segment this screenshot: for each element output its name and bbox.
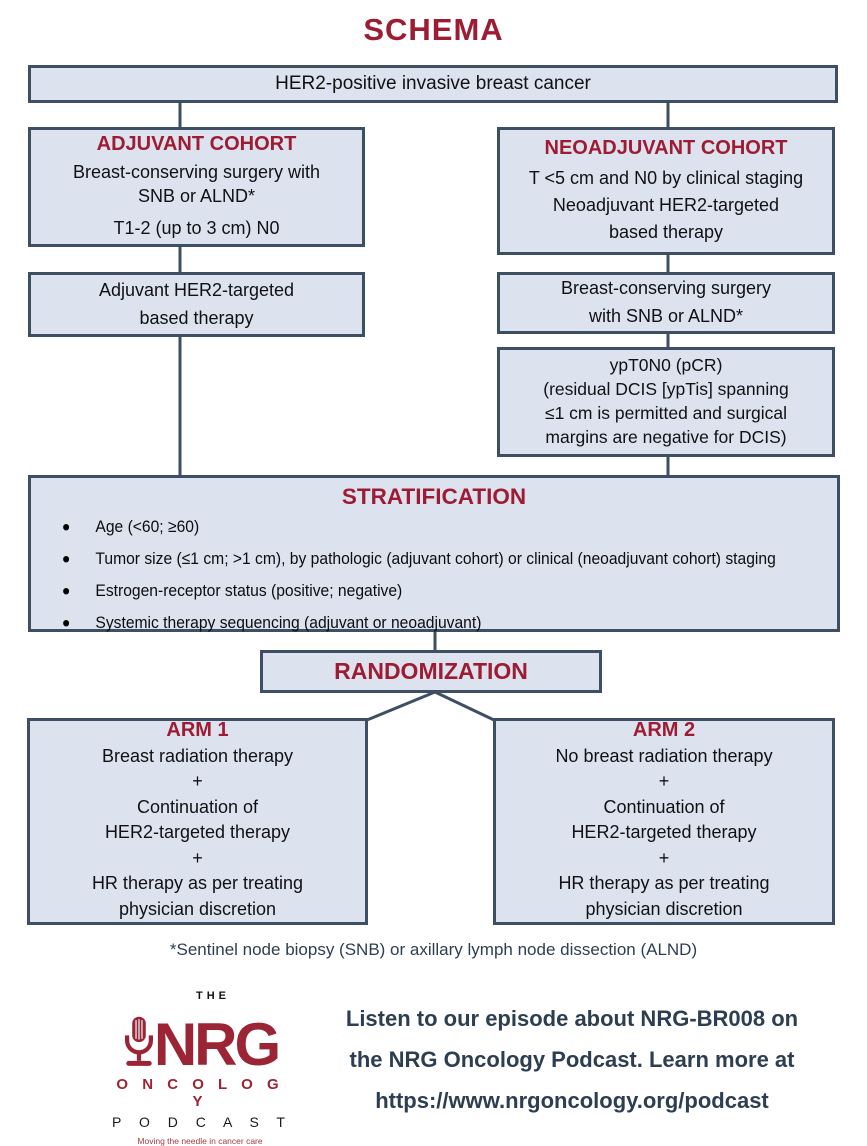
stratification-bullet: • Estrogen-receptor status (positive; negative) bbox=[59, 580, 836, 601]
arm1-heading: ARM 1 bbox=[166, 718, 229, 741]
arm1-line: HER2-targeted therapy bbox=[104, 822, 291, 843]
stratification-body bbox=[31, 516, 836, 633]
pcr-line: margins are negative for DCIS) bbox=[545, 426, 787, 447]
neoadjuvant-surgery-line: Breast-conserving surgery bbox=[560, 278, 772, 299]
arm1-line: + bbox=[192, 771, 203, 792]
arm2-line: Continuation of bbox=[603, 796, 725, 817]
randomization-heading: RANDOMIZATION bbox=[334, 658, 528, 684]
arm2-line: + bbox=[658, 771, 670, 792]
neoadjuvant-surgery-line: with SNB or ALND* bbox=[588, 306, 744, 326]
neoadjuvant-cohort-box bbox=[497, 127, 835, 255]
arm1-line: Continuation of bbox=[136, 796, 259, 817]
arm2-line: HER2-targeted therapy bbox=[571, 822, 757, 843]
stratification-bullet: • Tumor size (≤1 cm; >1 cm), by pathologic (adjuvant cohort) or clinical (neoadjuvant cohort) staging bbox=[59, 548, 836, 569]
neoadjuvant-cohort-line: based therapy bbox=[608, 221, 724, 242]
arm2-box bbox=[493, 718, 835, 925]
arm2-line: physician discretion bbox=[585, 898, 743, 919]
connector-randomization-to-arm1 bbox=[367, 692, 435, 720]
arm2-line: + bbox=[658, 847, 670, 868]
neoadjuvant-cohort-heading: NEOADJUVANT COHORT bbox=[544, 136, 788, 159]
promo-url: https://www.nrgoncology.org/podcast bbox=[375, 1087, 769, 1113]
promo-line: the NRG Oncology Podcast. Learn more at bbox=[349, 1046, 795, 1072]
logo-oncology-text: O N C O L O G Y bbox=[116, 1076, 284, 1110]
page-title: SCHEMA bbox=[363, 12, 504, 47]
arm2-heading: ARM 2 bbox=[632, 718, 696, 741]
her2-eligibility-box bbox=[28, 65, 838, 103]
snb-alnd-footnote: *Sentinel node biopsy (SNB) or axillary lymph node dissection (ALND) bbox=[169, 940, 698, 959]
logo-tagline-text: Moving the needle in cancer care bbox=[137, 1136, 263, 1146]
stratification-list bbox=[31, 516, 836, 633]
logo-the-text: THE bbox=[196, 990, 230, 1002]
pcr-line: ≤1 cm is permitted and surgical bbox=[544, 403, 788, 423]
neoadjuvant-cohort-line: T <5 cm and N0 by clinical staging bbox=[528, 167, 804, 188]
nrg-podcast-logo bbox=[108, 990, 292, 1146]
adjuvant-cohort-line: Breast-conserving surgery with bbox=[72, 161, 321, 182]
adjuvant-cohort-line: T1-2 (up to 3 cm) N0 bbox=[113, 218, 280, 239]
arm1-line: + bbox=[192, 847, 203, 868]
logo-nrg-row bbox=[108, 1003, 292, 1078]
neoadjuvant-cohort-line: Neoadjuvant HER2-targeted bbox=[552, 194, 780, 215]
arm2-line: No breast radiation therapy bbox=[555, 745, 773, 766]
podcast-promo bbox=[288, 999, 856, 1122]
promo-line: Listen to our episode about NRG-BR008 on bbox=[345, 1006, 799, 1031]
logo-nrg-text: NRG bbox=[153, 1011, 279, 1078]
stratification-heading: STRATIFICATION bbox=[341, 484, 527, 509]
pcr-box bbox=[497, 347, 835, 457]
stratification-bullet: • Systemic therapy sequencing (adjuvant or neoadjuvant) bbox=[59, 612, 836, 633]
stratification-box bbox=[28, 475, 840, 632]
arm1-line: Breast radiation therapy bbox=[101, 745, 294, 766]
stratification-bullet: • Age (<60; ≥60) bbox=[59, 516, 836, 537]
connector-randomization-to-arm2 bbox=[435, 692, 494, 720]
adjuvant-therapy-line: Adjuvant HER2-targeted bbox=[98, 279, 295, 300]
adjuvant-cohort-box bbox=[28, 127, 365, 247]
pcr-line: ypT0N0 (pCR) bbox=[609, 355, 723, 376]
arm1-box bbox=[27, 718, 368, 925]
randomization-box bbox=[260, 650, 602, 693]
adjuvant-therapy-box bbox=[28, 272, 365, 337]
pcr-line: (residual DCIS [ypTis] spanning bbox=[543, 379, 789, 400]
arm2-line: HR therapy as per treating bbox=[558, 873, 770, 894]
microphone-icon bbox=[122, 1015, 156, 1071]
adjuvant-cohort-line: SNB or ALND* bbox=[137, 185, 256, 206]
her2-eligibility-text: HER2-positive invasive breast cancer bbox=[275, 73, 591, 94]
logo-podcast-text: P O D C A S T bbox=[112, 1114, 292, 1130]
arm1-line: HR therapy as per treating bbox=[91, 873, 304, 894]
adjuvant-therapy-line: based therapy bbox=[139, 307, 254, 328]
adjuvant-cohort-heading: ADJUVANT COHORT bbox=[96, 132, 297, 155]
neoadjuvant-surgery-box bbox=[497, 272, 835, 334]
arm1-line: physician discretion bbox=[118, 898, 277, 919]
